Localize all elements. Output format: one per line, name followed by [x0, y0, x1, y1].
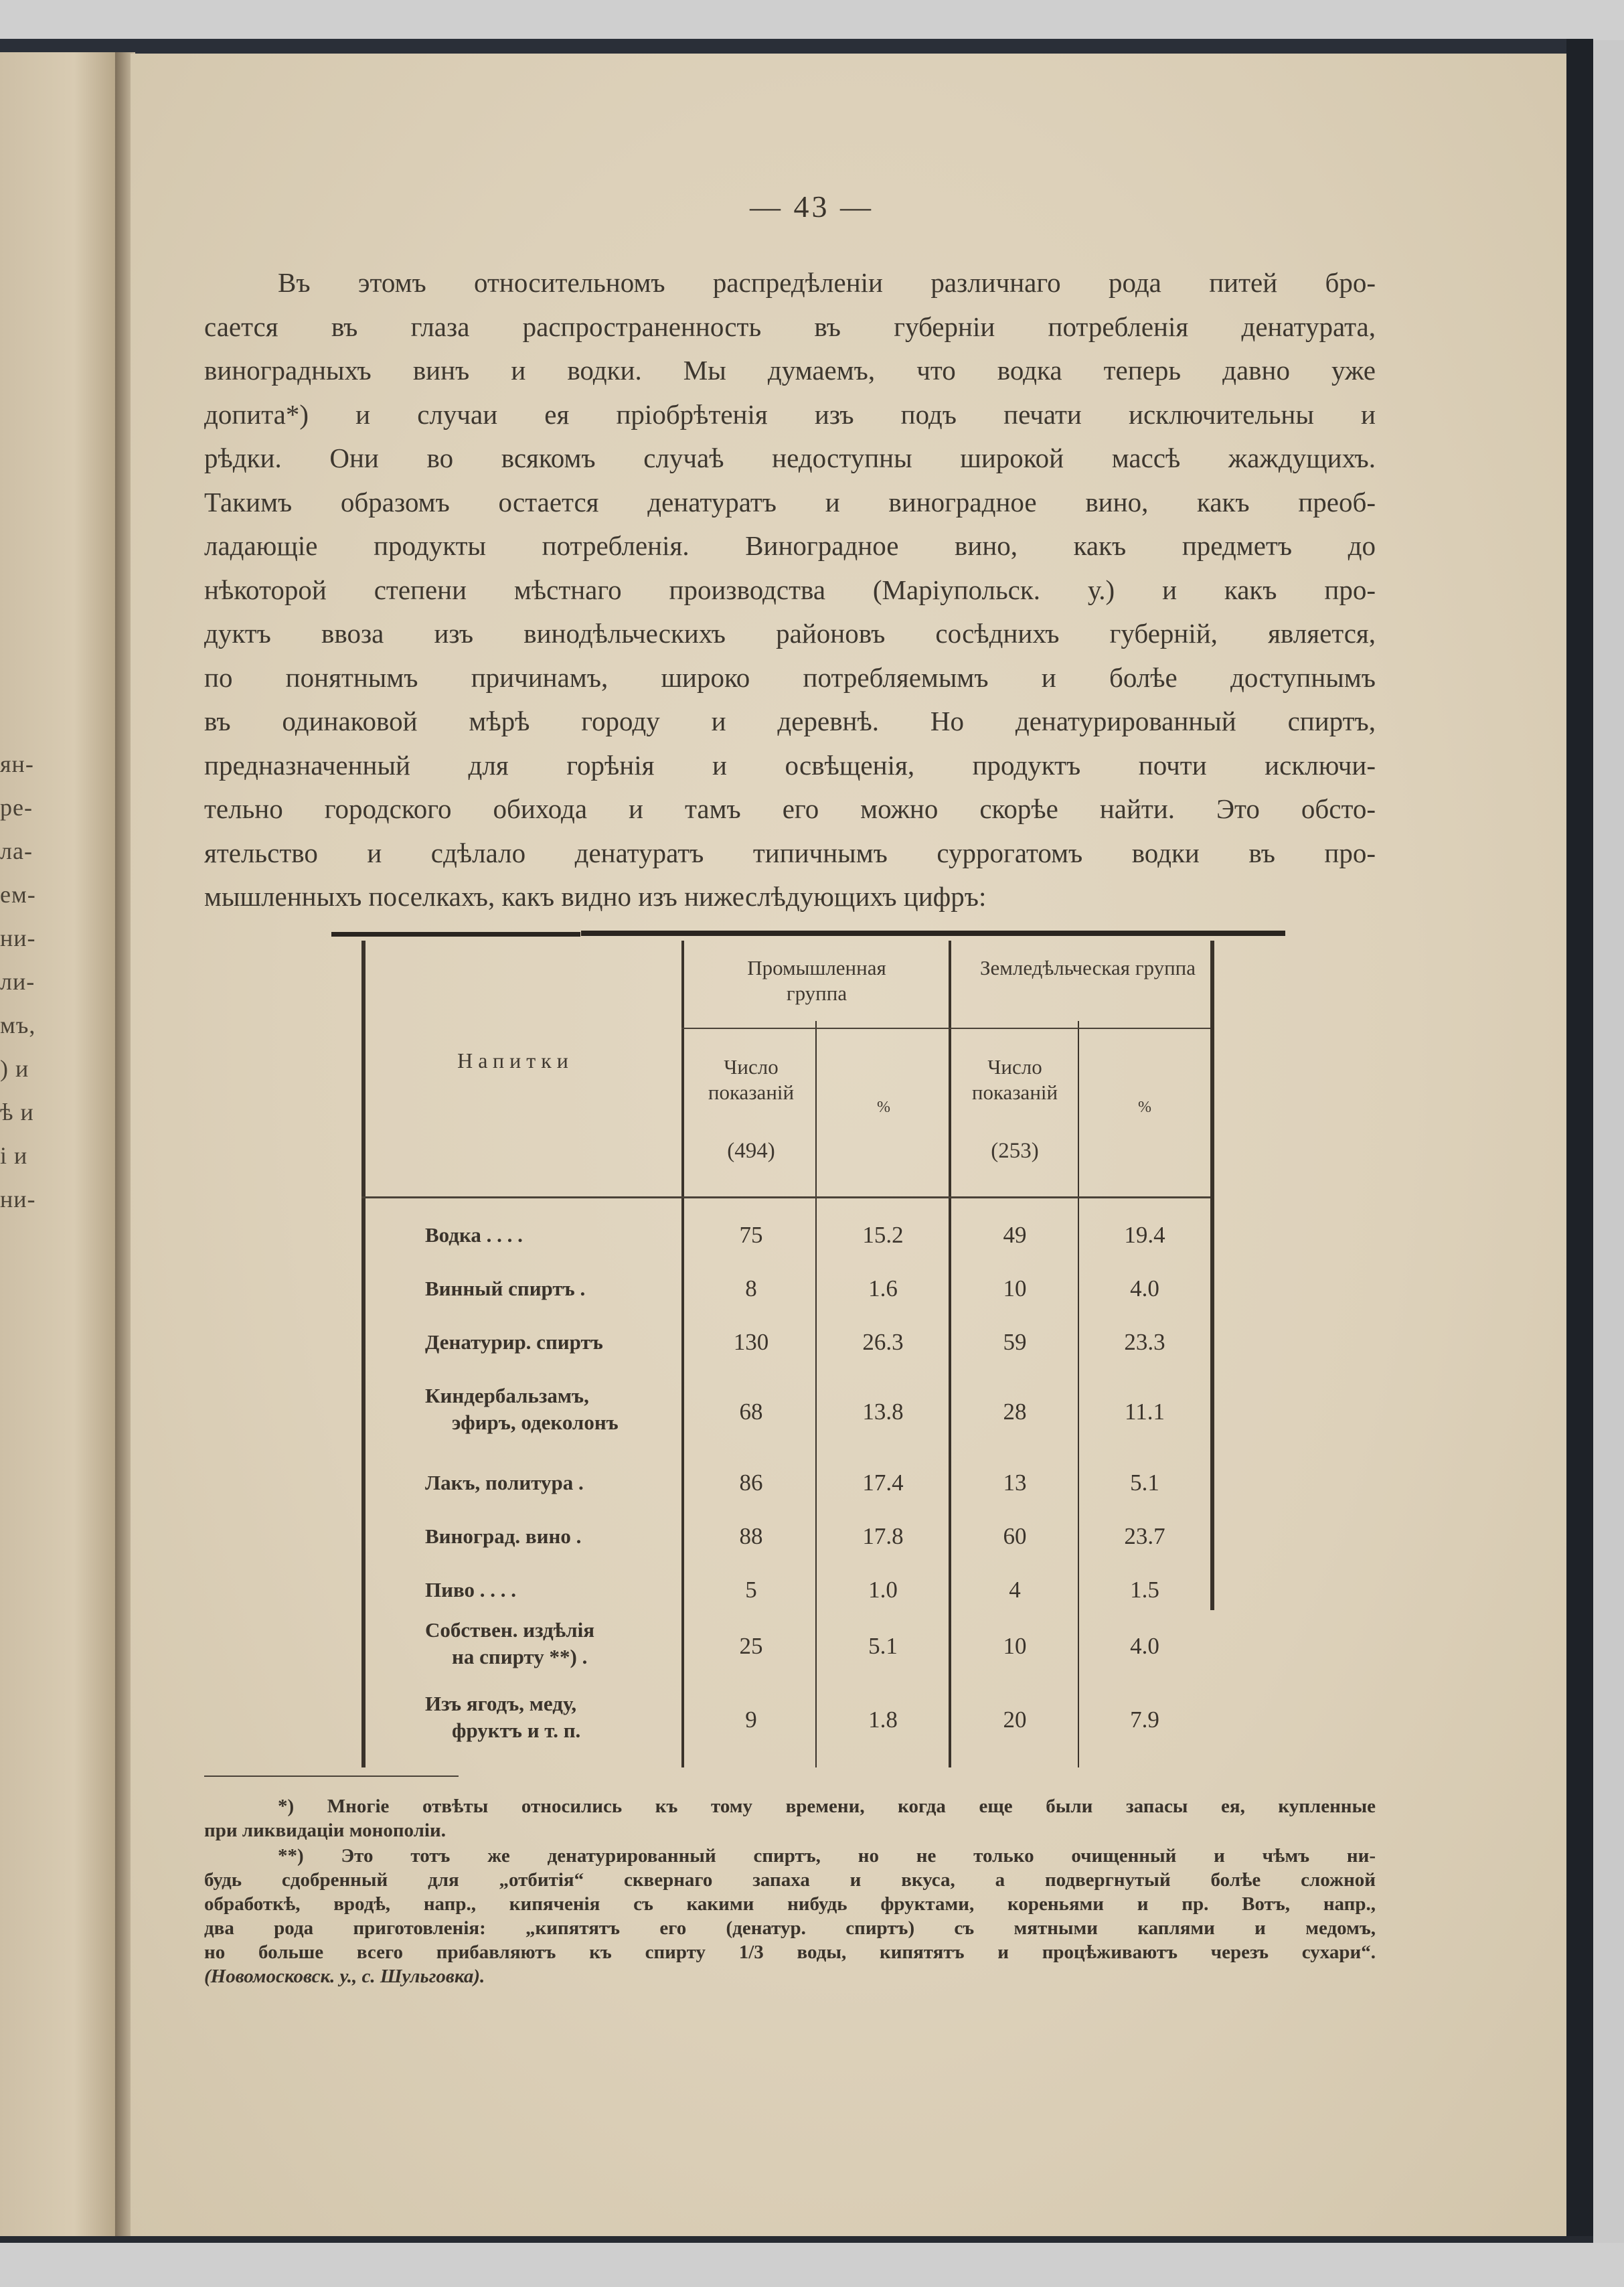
- table-cell-g2p: 11.1: [1125, 1399, 1165, 1425]
- table-cell-g1n: 130: [733, 1329, 769, 1355]
- table-cell-g1p: 26.3: [862, 1329, 904, 1355]
- row-label: [425, 1222, 523, 1249]
- table-cell-g1p: 17.4: [862, 1470, 904, 1496]
- left-page-fragment: ре-: [0, 794, 33, 821]
- paragraph-line: тельно городского обихода и тамъ его можно скорѣе найти. Это обсто-: [204, 793, 1376, 824]
- row-label-line: Собствен. издѣлія: [425, 1618, 595, 1642]
- left-page-fragment: ли-: [0, 968, 35, 995]
- left-page-fragment: ла-: [0, 838, 33, 864]
- table-cell-g2p: 7.9: [1130, 1707, 1159, 1733]
- group1-pct-header: %: [877, 1099, 890, 1116]
- paragraph-line: ладающіе продукты потребленія. Виноградное вино, какъ предметъ до: [204, 530, 1376, 561]
- group2-count-header: Число показаній: [971, 1055, 1058, 1104]
- footnote-1: [204, 1794, 1376, 1842]
- group-header-underline: [681, 1028, 1210, 1029]
- left-page-fragment: ни-: [0, 1186, 36, 1212]
- footnote-2: [204, 1844, 1376, 1988]
- left-page-fragment: ѣ и: [0, 1099, 34, 1125]
- table-cell-g1n: 25: [739, 1633, 763, 1659]
- table-cell-g1n: 9: [745, 1707, 757, 1733]
- header-bottom-rule: [361, 1196, 1210, 1198]
- table-cell-g1p: 15.2: [862, 1222, 904, 1248]
- table-cell-g1n: 5: [745, 1577, 757, 1603]
- table-cell-g2n: 10: [1003, 1275, 1027, 1302]
- row-label: [425, 1470, 584, 1496]
- footnote-line: **) Это тотъ же денатурированный спиртъ, но не только очищенный и чѣмъ ни-: [278, 1845, 1376, 1867]
- table-cell-g2p: 23.7: [1124, 1523, 1165, 1549]
- table-cell-g2n: 60: [1003, 1523, 1027, 1549]
- table-cell-g1n: 75: [739, 1222, 763, 1248]
- row-label-line: эфиръ, одеколонъ: [452, 1411, 619, 1434]
- paragraph-line: Въ этомъ относительномъ распредѣленіи различнаго рода питей бро-: [278, 267, 1376, 298]
- paragraph-line: рѣдки. Они во всякомъ случаѣ недоступны широкой массѣ жаждущихъ.: [204, 443, 1376, 473]
- table-cell-g2n: 28: [1003, 1399, 1027, 1425]
- footnote-line: обработкѣ, вродѣ, напр., кипяченія съ какими нибудь фруктами, кореньями и пр. Вотъ, напр.,: [204, 1893, 1376, 1915]
- footnote-line: *) Многіе отвѣты относились къ тому времени, когда еще были запасы ея, купленные: [278, 1796, 1376, 1817]
- group1-total: (494): [727, 1139, 775, 1163]
- paragraph-line: нѣкоторой степени мѣстнаго производства (Маріупольск. у.) и какъ про-: [204, 574, 1376, 605]
- paragraph-line: ятельство и сдѣлало денатуратъ типичнымъ суррогатомъ водки въ про-: [204, 837, 1376, 868]
- group1-left-divider: [681, 941, 684, 1767]
- row-label: [425, 1577, 516, 1603]
- row-label-line: фруктъ и т. п.: [452, 1719, 581, 1742]
- table-cell-g1p: 13.8: [862, 1399, 904, 1425]
- paragraph-line: въ одинаковой мѣрѣ городу и деревнѣ. Но денатурированный спиртъ,: [204, 706, 1376, 736]
- left-page-fragment: ем-: [0, 881, 36, 908]
- row-label-line: на спирту **) .: [452, 1645, 588, 1668]
- table-cell-g1n: 8: [745, 1275, 757, 1302]
- table-cell-g2n: 49: [1003, 1222, 1027, 1248]
- table-cell-g1n: 88: [739, 1523, 763, 1549]
- table-cell-g2p: 1.5: [1130, 1577, 1159, 1603]
- scanner-edge-right: [1566, 39, 1593, 2248]
- row-label-line: Водка . . . .: [425, 1223, 523, 1247]
- table-cell-g1n: 86: [739, 1470, 763, 1496]
- footnote-line: при ликвидаціи монополіи.: [204, 1820, 446, 1841]
- table-left-border: [361, 941, 366, 1767]
- footnote-line: будь сдобренный для „отбитія“ сквернаго запаха и вкуса, а подвергнутый болѣе сложной: [204, 1869, 1376, 1891]
- paragraph-line: допита*) и случаи ея пріобрѣтенія изъ подъ печати исключительны и: [204, 398, 1376, 430]
- footnote-source: (Новомосковск. у., с. Шульговка).: [204, 1966, 485, 1987]
- row-label-line: Виноград. вино .: [425, 1524, 582, 1548]
- group1-count-header: Число показаній: [708, 1055, 795, 1104]
- left-page-fragment: ) и: [0, 1055, 29, 1082]
- row-label: [425, 1523, 581, 1550]
- paragraph-line: по понятнымъ причинамъ, широко потребляемымъ и болѣе доступнымъ: [204, 661, 1376, 693]
- row-label-line: Киндербальзамъ,: [425, 1384, 589, 1407]
- row-label-line: Пиво . . . .: [425, 1578, 517, 1601]
- table-cell-g1p: 1.8: [868, 1707, 898, 1733]
- group2-total: (253): [991, 1139, 1039, 1163]
- group2-left-divider: [949, 941, 951, 1767]
- drinks-table: [361, 934, 1212, 1767]
- table-right-border: [1210, 941, 1214, 1610]
- paragraph-line: виноградныхъ винъ и водки. Мы думаемъ, что водка теперь давно уже: [204, 355, 1376, 386]
- row-label-line: Винный спиртъ .: [425, 1277, 586, 1300]
- table-cell-g2p: 4.0: [1130, 1633, 1159, 1659]
- row-label: [425, 1617, 594, 1670]
- table-cell-g1p: 5.1: [868, 1633, 898, 1659]
- paragraph-line: дуктъ ввоза изъ винодѣльческихъ районовъ сосѣднихъ губерній, является,: [204, 618, 1376, 649]
- table-cell-g1n: 68: [739, 1399, 763, 1425]
- paragraph-line: Такимъ образомъ остается денатуратъ и виноградное вино, какъ преоб-: [204, 486, 1376, 518]
- group2-header: Земледѣльческая группа: [979, 956, 1196, 979]
- page-number: — 43 —: [750, 189, 874, 224]
- table-cell-g2n: 4: [1009, 1577, 1021, 1603]
- table-cell-g1p: 1.6: [868, 1275, 898, 1302]
- table-cell-g2n: 20: [1003, 1707, 1027, 1733]
- row-label-line: Изъ ягодъ, меду,: [425, 1692, 577, 1715]
- left-page-fragment: мъ,: [0, 1012, 36, 1038]
- scan-background-bottom: [0, 2243, 1624, 2287]
- group2-pct-header: %: [1138, 1099, 1151, 1116]
- left-page-fragment: ни-: [0, 925, 36, 951]
- table-cell-g2p: 19.4: [1124, 1222, 1165, 1248]
- main-paragraph: [204, 261, 1376, 919]
- row-label-line: Лакъ, политура .: [425, 1471, 584, 1494]
- table-cell-g2p: 23.3: [1124, 1329, 1165, 1355]
- table-cell-g2n: 10: [1003, 1633, 1027, 1659]
- group1-inner-divider: [815, 1021, 817, 1767]
- row-label: [425, 1329, 603, 1356]
- footnote-line: два рода приготовленія: „кипятятъ его (денатур. спиртъ) съ мятными каплями и медомъ,: [204, 1917, 1376, 1939]
- paragraph-line: предназначенный для горѣнія и освѣщенія, продуктъ почти исключи-: [204, 749, 1376, 781]
- paragraph-line: мышленныхъ поселкахъ, какъ видно изъ нижеслѣдующихъ цифръ:: [204, 881, 987, 912]
- drinks-column-header: Напитки: [457, 1048, 574, 1073]
- footnote-separator: [204, 1776, 459, 1777]
- paragraph-line: сается въ глаза распространенность въ губерніи потребленія денатурата,: [204, 311, 1376, 342]
- left-page-fragment: ян-: [0, 751, 34, 777]
- table-cell-g2n: 59: [1003, 1329, 1027, 1355]
- table-cell-g1p: 1.0: [868, 1577, 898, 1603]
- row-label: [425, 1383, 619, 1436]
- table-cell-g2p: 4.0: [1130, 1275, 1159, 1302]
- table-cell-g1p: 17.8: [862, 1523, 904, 1549]
- table-cell-g2p: 5.1: [1130, 1470, 1159, 1496]
- footnote-line: но больше всего прибавляютъ къ спирту 1/3 воды, кипятятъ и процѣживаютъ черезъ сухари“.: [204, 1942, 1376, 1963]
- scan-background-top: [0, 0, 1624, 40]
- group1-header: Промышленная группа: [747, 956, 886, 1005]
- row-label: [425, 1690, 580, 1744]
- table-cell-g2n: 13: [1003, 1470, 1027, 1496]
- left-page-fragment: і и: [0, 1142, 28, 1169]
- row-label: [425, 1275, 585, 1302]
- row-label-line: Денатурир. спиртъ: [425, 1330, 603, 1354]
